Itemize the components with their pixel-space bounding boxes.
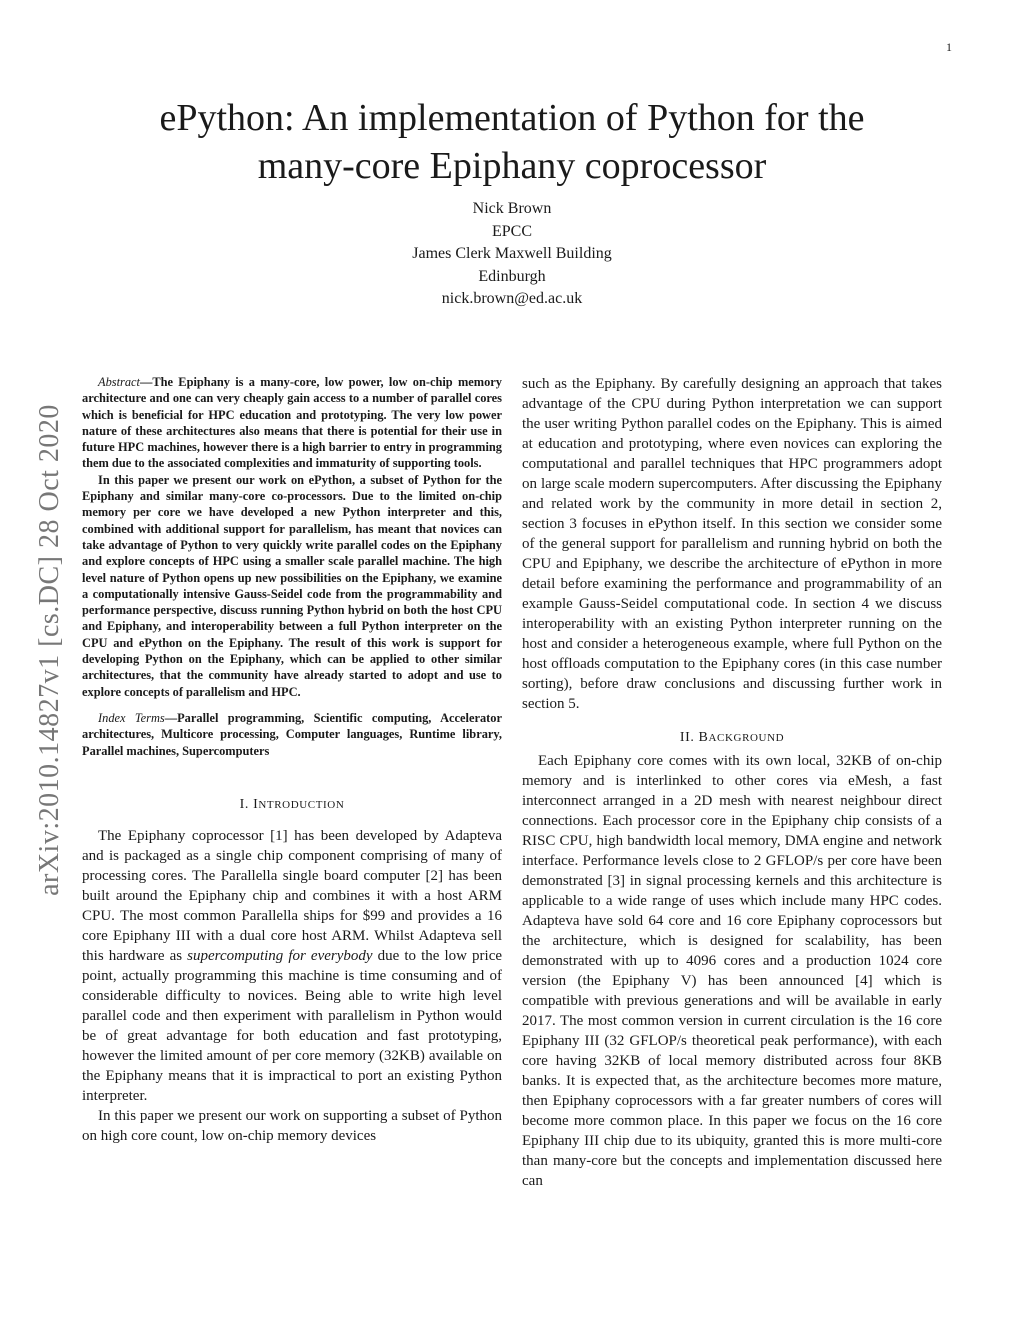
author-block bbox=[312, 198, 712, 311]
right-column bbox=[522, 374, 942, 1191]
abstract-paragraph-1: Abstract—The Epiphany is a many-core, low power, low on-chip memory architecture and one can very cheaply gain access to a number of parallel cores which is beneficial for HPC education and prototyping. The very low power nature of these architectures also means that there is potential for their use in future HPC machines, however there is a high barrier to entry in programming them due to the associated complexities and immaturity of supporting tools. bbox=[82, 375, 502, 471]
page-number: 1 bbox=[946, 40, 952, 54]
background-paragraph-1: Each Epiphany core comes with its own local, 32KB of on-chip memory and is interlinked to other cores via eMesh, a fast interconnect arranged in a 2D mesh with nearest neighbour direct connections. Each processor core in the Epiphany chip consists of a RISC CPU, high bandwidth local memory, DMA engine and network interface. Performance levels close to 2 GFLOP/s per core have been demonstrated [3] in signal processing kernels and this architecture is applicable to a wide range of uses which include many HPC codes. Adapteva have sold 64 core and 16 core Epiphany coprocessors but the architecture, which is designed for scalability, has been demonstrated with up to 4096 cores and a production 1024 core version (the Epiphany V) has been announced [4] which is compatible with previous generations and will be available in early 2017. The most common version in current circulation is the 16 core Epiphany III (32 GFLOP/s theoretical peak performance), with each core having 32KB of local memory distributed across four 8KB banks. It is expected that, as the architecture becomes more mature, then Epiphany coprocessors with a far greater numbers of cores will become more common place. In this paper we focus on the 16 core Epiphany III chip due to its ubiquity, granted this is more multi-core than many-core but the concepts and implementation discussed here can bbox=[522, 753, 942, 1189]
author-city: Edinburgh bbox=[478, 267, 546, 285]
author-name: Nick Brown bbox=[472, 200, 552, 217]
title-line-2: many-core Epiphany coprocessor bbox=[257, 145, 767, 187]
section-heading-background: II. BACKGROUND bbox=[679, 730, 785, 745]
author-email: nick.brown@ed.ac.uk bbox=[441, 290, 583, 307]
section-heading-introduction: I. INTRODUCTION bbox=[239, 796, 345, 812]
intro-paragraph-1: The Epiphany coprocessor [1] has been developed by Adapteva and is packaged as a single chip component comprising of many of processing cores. The Parallella single board computer [2] has been built around the Epiphany chip and combines it with a host ARM CPU. The most common Parallella ships for $99 and provides a 16 core Epiphany III with a dual core host ARM. Whilst Adapteva sell this hardware as supercomputing for everybody due to the low price point, actually programming this machine is time consuming and of considerable difficulty to novices. Being able to write high level parallel code and then experiment with parallelism in Python would be of great advantage for both education and fast prototyping, however the limited amount of per core memory (32KB) available on the Epiphany means that it is impractical to port an existing Python interpreter. bbox=[82, 827, 503, 1104]
abstract bbox=[82, 374, 502, 700]
abstract-label: Abstract bbox=[98, 375, 140, 389]
paper-title bbox=[80, 94, 944, 190]
index-terms-label: Index Terms bbox=[98, 710, 165, 725]
arxiv-identifier: arXiv:2010.14827v1 [cs.DC] 28 Oct 2020 bbox=[34, 404, 65, 896]
index-terms: Index Terms—Parallel programming, Scientific computing, Accelerator architectures, Multicore processing, Computer languages, Runtime library, Parallel machines, Supercomputers bbox=[82, 710, 502, 758]
abstract-paragraph-2: In this paper we present our work on ePython, a subset of Python for the Epiphany and similar many-core co-processors. Due to the limited on-chip memory per core we have developed a new Python interpreter and this, combined with additional support for parallelism, has meant that novices can take advantage of Python to very quickly write parallel codes on the Epiphany and explore concepts of HPC using a smaller scale parallel machine. The high level nature of Python opens up new possibilities on the Epiphany, we examine a computationally intensive Gauss-Seidel code from the programmability and performance perspective, discuss running Python hybrid on both the host CPU and Epiphany, and interoperability between a full Python interpreter on the CPU and ePython on the Epiphany. The result of this work is support for developing Python on the Epiphany, which can be applied to other similar architectures, that the community have already started to adopt and use to explore concepts of parallelism and HPC. bbox=[82, 472, 502, 699]
left-column bbox=[82, 374, 502, 1146]
title-line-1: ePython: An implementation of Python for the bbox=[159, 97, 865, 139]
introduction-body bbox=[82, 826, 502, 1146]
author-organization: EPCC bbox=[491, 222, 532, 240]
author-building: James Clerk Maxwell Building bbox=[412, 245, 612, 262]
intro-paragraph-2-continued: such as the Epiphany. By carefully designing an approach that takes advantage of the CPU during Python interpretation we can support the user writing Python parallel codes on the Epiphany. This is aimed at education and prototyping, where even novices can exploring the computational and parallel techniques that HPC programmers adopt on large scale modern supercomputers. After discussing the Epiphany and related work by the community in more detail in section 2, section 3 focuses in ePython itself. In this section we consider some of the general support for parallelism and running hybrid on both the CPU and Epiphany, we describe the architecture of ePython in more detail before examining the performance and programmability of an example Gauss-Seidel computational code. In section 4 we discuss interoperability with an existing Python interpreter running on the host and consider a heterogeneous example, where full Python on the host offloads computation to the Epiphany cores (in this case number sorting), before draw conclusions and discussing further work in section 5. bbox=[522, 376, 942, 712]
intro-paragraph-2: In this paper we present our work on supporting a subset of Python on high core count, low on-chip memory devices bbox=[82, 1107, 502, 1144]
introduction-continued bbox=[522, 374, 942, 714]
background-body bbox=[522, 751, 942, 1191]
intro-emphasis: supercomputing for everybody bbox=[187, 947, 373, 964]
